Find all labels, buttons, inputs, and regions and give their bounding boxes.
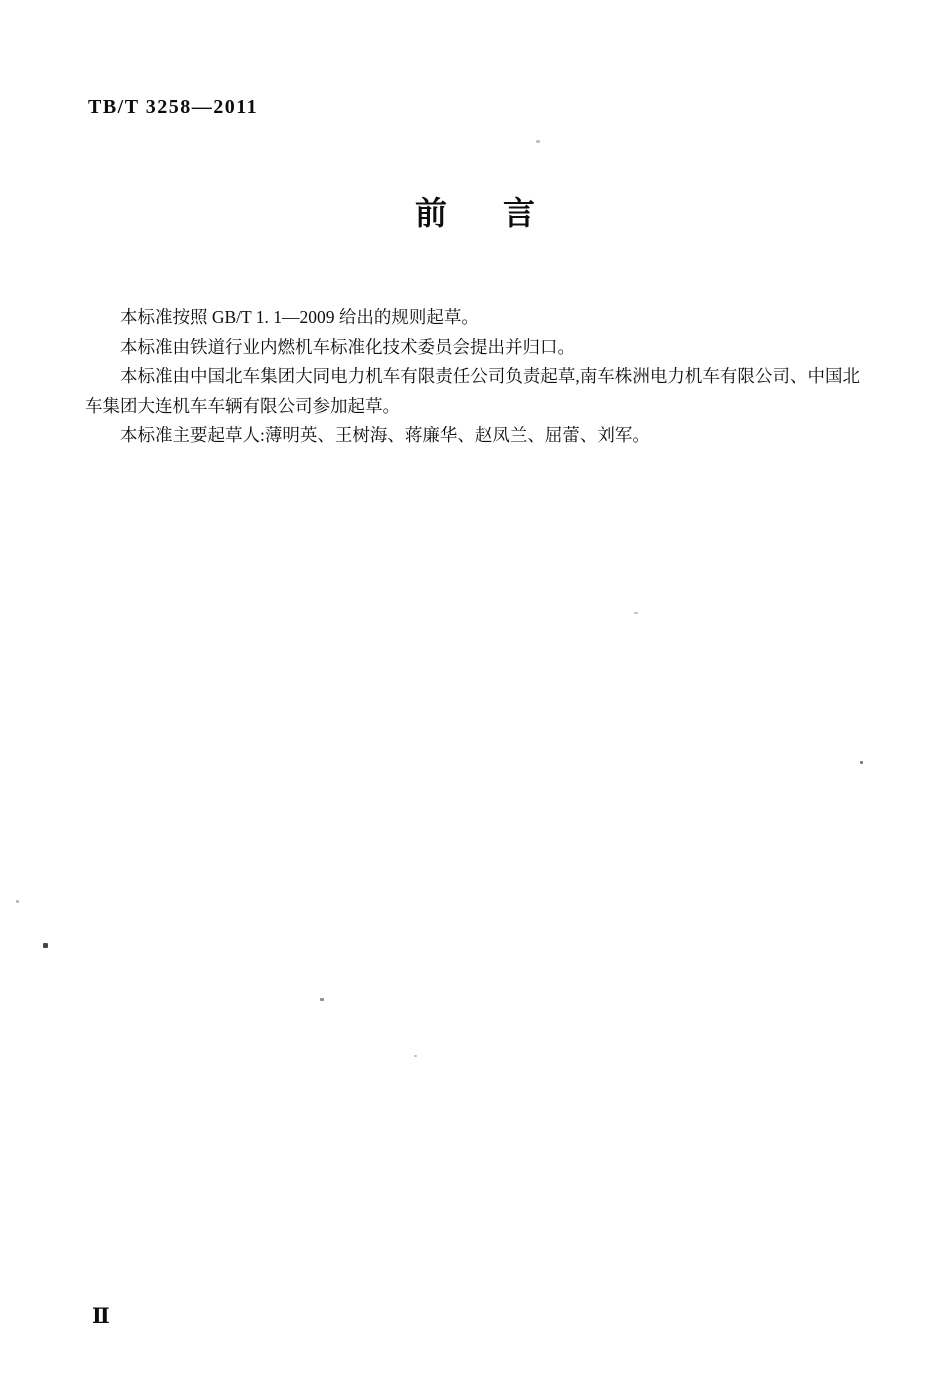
foreword-title: [0, 194, 950, 232]
scan-speck: [860, 761, 863, 764]
scan-speck: [16, 900, 19, 903]
scan-speck: [634, 612, 638, 614]
foreword-body: [85, 303, 860, 451]
scan-speck: [414, 1055, 417, 1057]
standard-number: TB/T 3258—2011: [88, 96, 259, 118]
foreword-title-char-1: 前: [414, 195, 447, 231]
scan-speck: [43, 943, 48, 948]
foreword-paragraph: 本标准由中国北车集团大同电力机车有限责任公司负责起草,南车株洲电力机车有限公司、中国北车集团大连机车车辆有限公司参加起草。: [85, 366, 860, 416]
foreword-paragraph: 本标准由铁道行业内燃机车标准化技术委员会提出并归口。: [120, 336, 575, 357]
scan-speck: [320, 998, 324, 1001]
foreword-paragraph: 本标准主要起草人:薄明英、王树海、蒋廉华、赵凤兰、屈蕾、刘军。: [120, 425, 650, 445]
foreword-paragraph: 本标准按照 GB/T 1. 1—2009 给出的规则起草。: [120, 307, 479, 327]
foreword-title-char-2: 言: [503, 195, 536, 231]
page-number: Ⅱ: [92, 1304, 110, 1328]
scan-speck: [536, 140, 540, 143]
